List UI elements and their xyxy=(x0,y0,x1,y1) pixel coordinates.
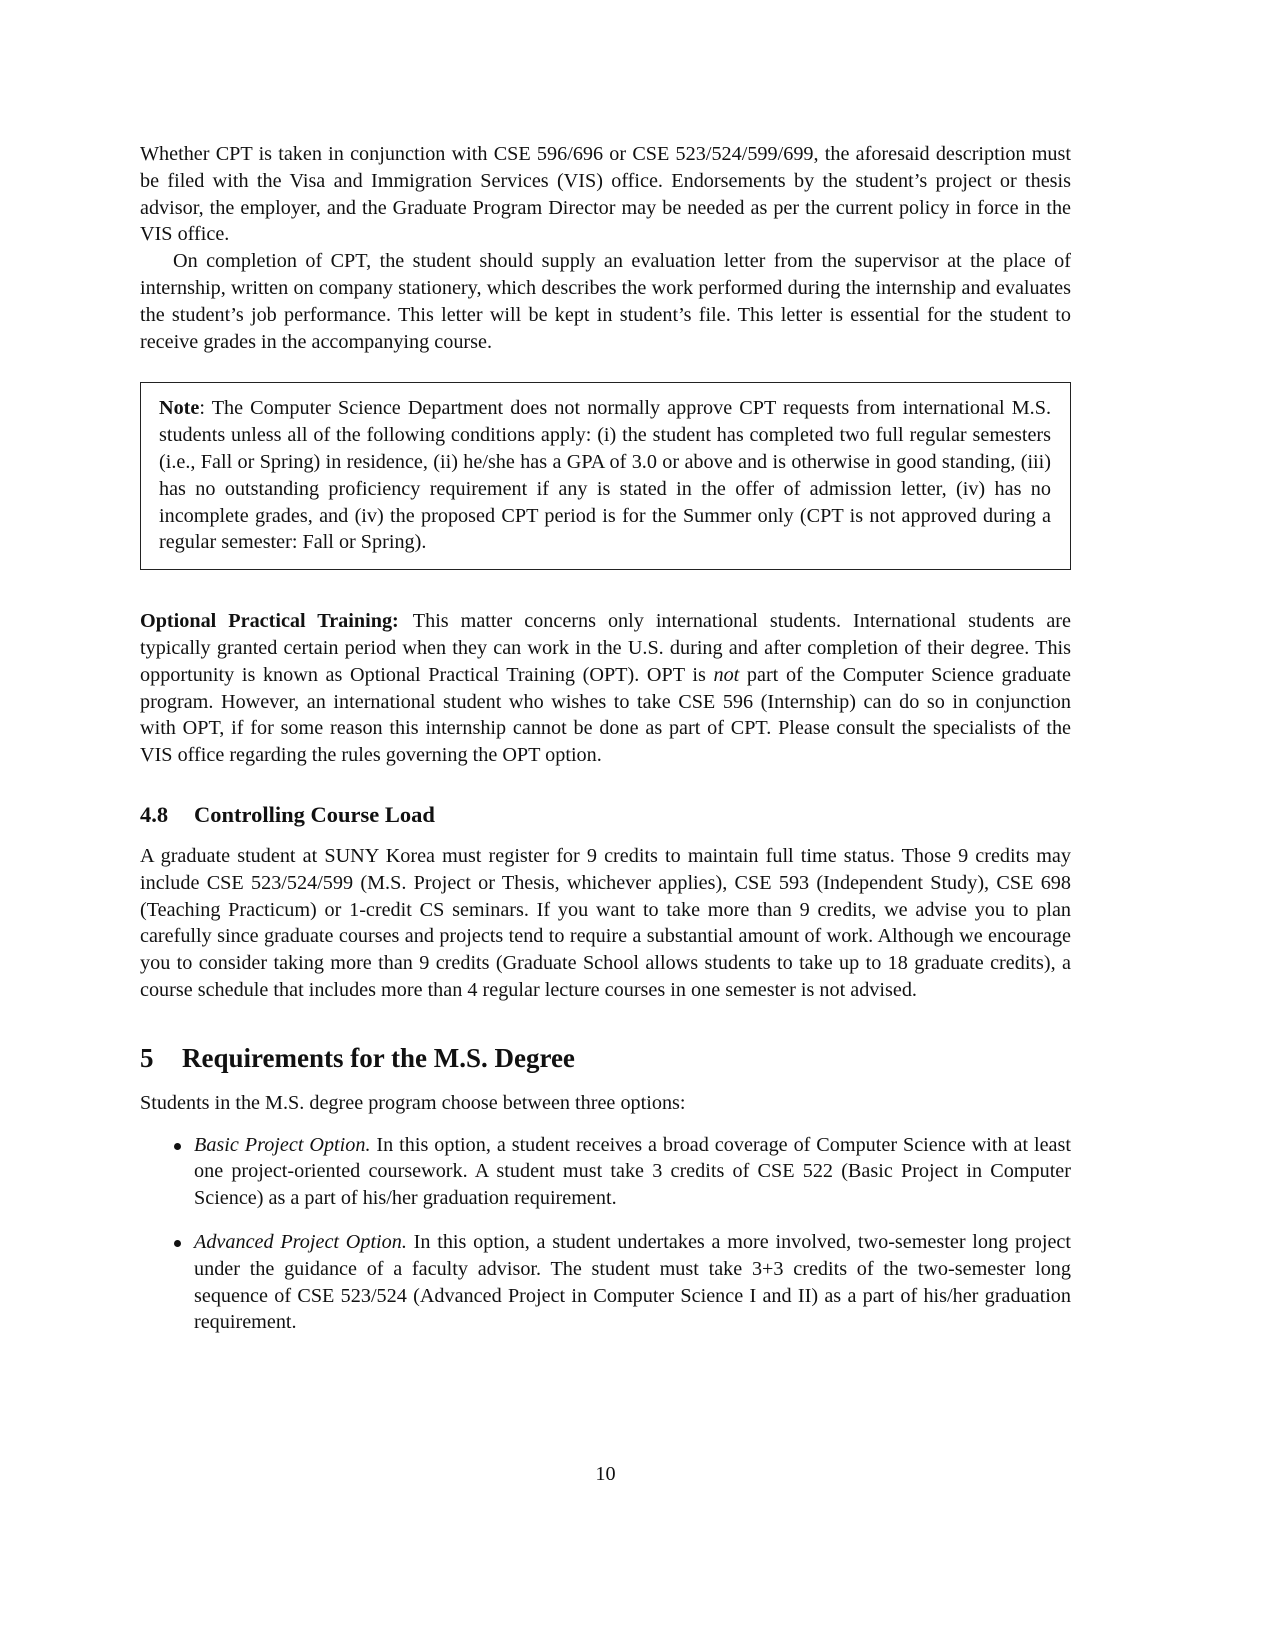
note-box xyxy=(140,382,1071,570)
document-page xyxy=(140,141,1071,1353)
list-item xyxy=(194,1132,1071,1212)
option-name: Basic Project Option. xyxy=(194,1133,371,1156)
list-item xyxy=(194,1229,1071,1336)
option-text: In this option, a student undertakes a more involved, two-semester long project under the guidance of a faculty advisor. The student must take 3+3 credits of the two-semester long sequence of CSE 523/524 (Advanced Project in Computer Science I and II) as a part of his/her graduation requirement. xyxy=(194,1230,1071,1334)
subsection-number: 4.8 xyxy=(140,801,169,827)
section-heading xyxy=(140,1041,1071,1075)
page-number: 10 xyxy=(595,1463,616,1485)
option-name: Advanced Project Option. xyxy=(194,1230,407,1253)
option-text: In this option, a student receives a broad coverage of Computer Science with at least one project-oriented coursework. A student must take 3 credits of CSE 522 (Basic Project in Computer Science) as a part of his/her graduation requirement. xyxy=(194,1133,1071,1210)
note-paragraph xyxy=(159,395,1051,556)
section-title: Requirements for the M.S. Degree xyxy=(182,1042,575,1073)
opt-heading: Optional Practical Training: xyxy=(140,610,399,633)
section-intro: Students in the M.S. degree program choose between three options: xyxy=(140,1091,686,1114)
bullet-icon xyxy=(174,1143,181,1150)
opt-italic: not xyxy=(713,663,740,686)
subsection-title: Controlling Course Load xyxy=(194,801,435,827)
opt-paragraph xyxy=(140,608,1071,769)
section-number: 5 xyxy=(140,1042,154,1073)
opt-text-2: part of the Computer Science graduate program. However, an international student who wishes to take CSE 596 (Internship) can do so in conjunction with OPT, if for some reason this internship cannot be done as part of CPT. Please consult the specialists of the VIS office regarding the rules governing the OPT option. xyxy=(140,663,1072,767)
note-text: : The Computer Science Department does not normally approve CPT requests from international M.S. students unless all of the following conditions apply: (i) the student has completed two full regular semesters (i.e., Fall or Spring) in residence, (ii) he/she has a GPA of 3.0 or above and is otherwise in good standing, (iii) has no outstanding proficiency requirement if any is stated in the offer of admission letter, (iv) has no incomplete grades, and (iv) the proposed CPT period is for the Summer only (CPT is not approved during a regular semester: Fall or Spring). xyxy=(159,397,1051,554)
opt-text-1: This matter concerns only international students. International students are typically granted certain period when they can work in the U.S. during and after completion of their degree. This opportunity is known as Optional Practical Training (OPT). OPT is xyxy=(140,610,1071,686)
options-list xyxy=(140,1132,1071,1337)
note-label: Note xyxy=(159,397,200,420)
cpt-paragraph-1: Whether CPT is taken in conjunction with CSE 596/696 or CSE 523/524/599/699, the aforesaid description must be filed with the Visa and Immigration Services (VIS) office. Endorsements by the student’s project or thesis advisor, the employer, and the Graduate Program Director may be needed as per the current policy in force in the VIS office. xyxy=(140,143,1071,246)
option-paragraph xyxy=(194,1229,1071,1336)
bullet-icon xyxy=(174,1240,181,1247)
option-paragraph xyxy=(194,1132,1071,1212)
cpt-paragraph-2: On completion of CPT, the student should supply an evaluation letter from the supervisor at the place of internship, written on company stationery, which describes the work performed during the internship and evaluates the student’s job performance. This letter will be kept in student’s file. This letter is essential for the student to receive grades in the accompanying course. xyxy=(140,250,1071,353)
course-load-paragraph: A graduate student at SUNY Korea must register for 9 credits to maintain full time status. Those 9 credits may include CSE 523/524/599 (M.S. Project or Thesis, whichever applies), CSE 593 (Independent Study), CSE 698 (Teaching Practicum) or 1-credit CS seminars. If you want to take more than 9 credits, we advise you to plan carefully since graduate courses and projects tend to require a substantial amount of work. Although we encourage you to consider taking more than 9 credits (Graduate School allows students to take up to 18 graduate credits), a course schedule that includes more than 4 regular lecture courses in one semester is not advised. xyxy=(140,844,1071,1001)
subsection-heading xyxy=(140,800,1071,830)
